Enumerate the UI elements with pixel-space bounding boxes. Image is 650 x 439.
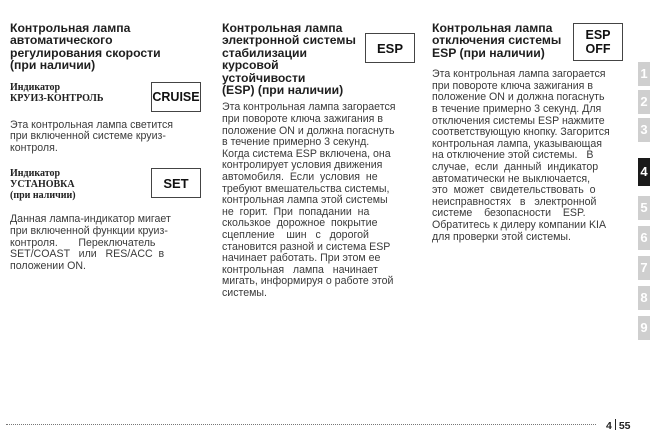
- indicator-set-label: Индикатор УСТАНОВКА (при наличии): [10, 168, 76, 202]
- esp-off-badge-line2: OFF: [585, 42, 611, 56]
- chapter-tab-5[interactable]: 5: [638, 196, 650, 220]
- esp-off-text: Эта контрольная лампа загорается при повороте ключа зажигания в положение ON и должна погаснуть в течение примерно 3 секунд. Для отключения системы ESP нажмите соответствующую кнопку. Загорится контрольная лампа, указывающая на отключение этой системы. В случае, если данный индикатор автоматически не выключается, это может свидетельствовать о неисправностях в электронной системе безопасности ESP. Обратитесь к дилеру компании KIA для проверки этой системы.: [432, 68, 610, 243]
- column-esp: [222, 22, 414, 300]
- indicator-cruise-label: Индикатор КРУИЗ-КОНТРОЛЬ: [10, 81, 104, 104]
- page-number-separator: [615, 419, 616, 430]
- page-section: 4: [606, 420, 612, 432]
- esp-indicator-icon: ESP: [365, 33, 415, 63]
- cruise-heading: Контрольная лампа автоматического регулирования скорости (при наличии): [10, 21, 161, 73]
- footer-divider: [6, 424, 596, 425]
- indicator-set-text: Данная лампа-индикатор мигает при включенной функции круиз- контроля. Переключатель SET/COAST или RES/ACC в положении ON.: [10, 213, 171, 272]
- indicator-cruise-text: Эта контрольная лампа светится при включенной системе круиз- контроля.: [10, 118, 174, 154]
- chapter-tab-6[interactable]: 6: [638, 226, 650, 250]
- chapter-tab-1[interactable]: 1: [638, 62, 650, 86]
- chapter-tab-2[interactable]: 2: [638, 90, 650, 114]
- esp-off-indicator-icon: [573, 23, 623, 61]
- esp-text: Эта контрольная лампа загорается при повороте ключа зажигания в положение ON и должна погаснуть в течение примерно 3 секунд. Когда система ESP включена, она контролирует условия движения автомобиля. Если условия не требуют вмешательства системы, контрольная лампа этой системы не горит. При попадании на скользкое дорожное покрытие сцепление шин с дорогой становится разной и система ESP начинает работать. При этом ее контрольная лампа начинает мигать, информируя о работе этой системы.: [222, 101, 396, 299]
- column-cruise: [10, 22, 202, 272]
- column-esp-off: [432, 22, 622, 243]
- chapter-tab-9[interactable]: 9: [638, 316, 650, 340]
- indicator-cruise-row: [10, 82, 202, 114]
- esp-off-badge-line1: ESP: [585, 28, 611, 42]
- chapter-tab-3[interactable]: 3: [638, 118, 650, 142]
- page-number: [606, 419, 631, 432]
- set-indicator-icon: SET: [151, 168, 201, 198]
- chapter-tab-4[interactable]: 4: [638, 158, 650, 186]
- cruise-indicator-icon: CRUISE: [151, 82, 201, 112]
- esp-heading: Контрольная лампа электронной системы стабилизации курсовой устойчивости (ESP) (при наличии): [222, 21, 356, 98]
- page-num-value: 55: [618, 420, 631, 432]
- chapter-tab-7[interactable]: 7: [638, 256, 650, 280]
- indicator-set-row: [10, 168, 202, 206]
- chapter-tab-8[interactable]: 8: [638, 286, 650, 310]
- esp-off-heading: Контрольная лампа отключения системы ESP (при наличии): [432, 21, 562, 60]
